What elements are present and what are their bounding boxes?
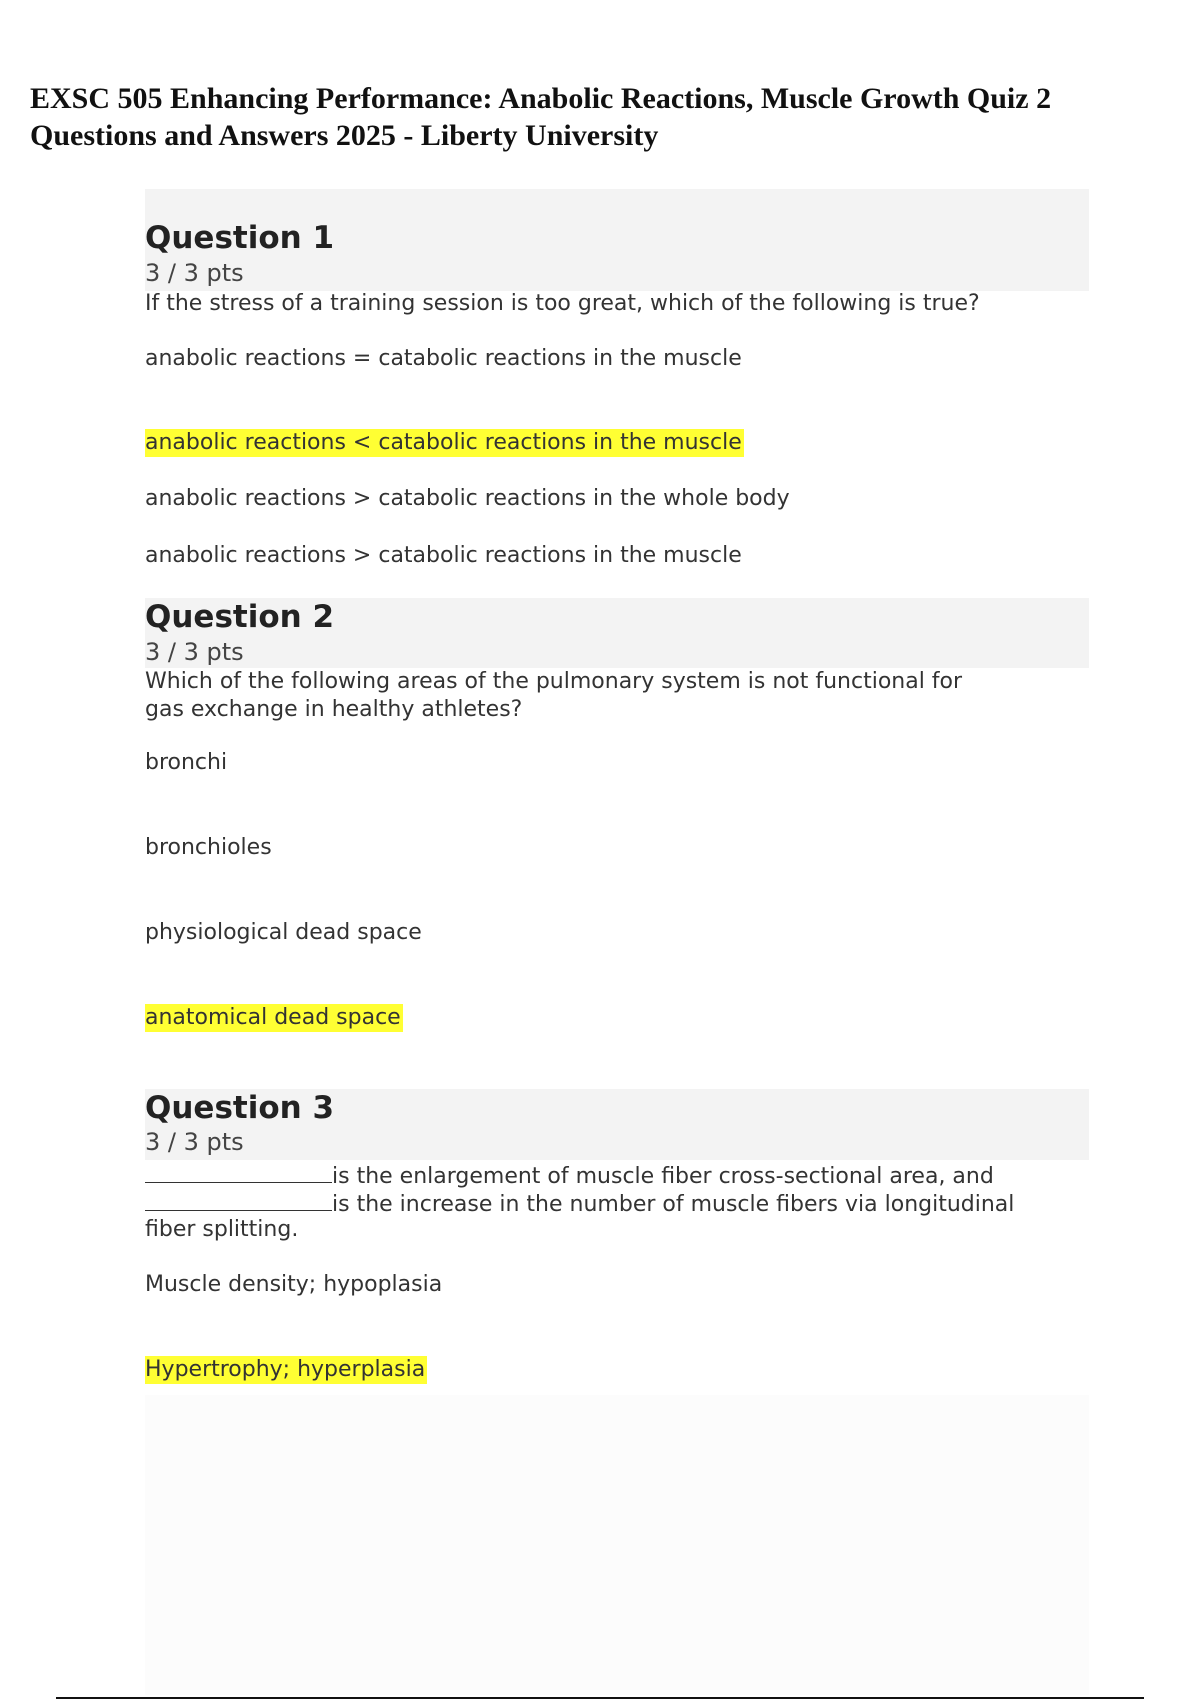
answer-option-correct[interactable]: anatomical dead space [145, 1005, 401, 1030]
question-1-points: 3 / 3 pts [145, 259, 244, 287]
answer-option[interactable]: physiological dead space [145, 920, 422, 945]
question-1-prompt: If the stress of a training session is too great, which of the following is true? [145, 291, 980, 316]
answer-option[interactable]: anabolic reactions > catabolic reactions in the whole body [145, 486, 790, 511]
content-background [145, 1395, 1089, 1695]
question-3-prompt-line: fiber splitting. [145, 1217, 299, 1242]
page-bottom-rule [56, 1697, 1144, 1699]
question-2-prompt-line: gas exchange in healthy athletes? [145, 697, 523, 722]
question-3-prompt-line [145, 1160, 994, 1191]
fill-in-blank [145, 1160, 332, 1183]
answer-option[interactable]: bronchioles [145, 835, 272, 860]
question-2-prompt-line: Which of the following areas of the pulmonary system is not functional for [145, 669, 963, 694]
question-1-heading: Question 1 [145, 220, 335, 256]
question-3-points: 3 / 3 pts [145, 1128, 244, 1156]
question-2-points: 3 / 3 pts [145, 638, 244, 666]
question-3-prompt-line [145, 1188, 1014, 1219]
question-3-heading: Question 3 [145, 1090, 335, 1126]
answer-option-correct[interactable]: Hypertrophy; hyperplasia [145, 1357, 426, 1382]
document-title: EXSC 505 Enhancing Performance: Anabolic Reactions, Muscle Growth Quiz 2 Questions and Answers 2025 - Liberty University [30, 82, 1052, 152]
answer-option[interactable]: anabolic reactions > catabolic reactions in the muscle [145, 543, 742, 568]
answer-option[interactable]: bronchi [145, 750, 228, 775]
answer-option-correct[interactable]: anabolic reactions < catabolic reactions in the muscle [145, 430, 742, 455]
answer-option[interactable]: anabolic reactions = catabolic reactions in the muscle [145, 346, 742, 371]
fill-in-blank [145, 1188, 332, 1211]
prompt-text: is the increase in the number of muscle fibers via longitudinal [332, 1192, 1015, 1217]
question-2-heading: Question 2 [145, 599, 335, 635]
answer-option[interactable]: Muscle density; hypoplasia [145, 1272, 443, 1297]
prompt-text: is the enlargement of muscle fiber cross-sectional area, and [332, 1164, 994, 1189]
